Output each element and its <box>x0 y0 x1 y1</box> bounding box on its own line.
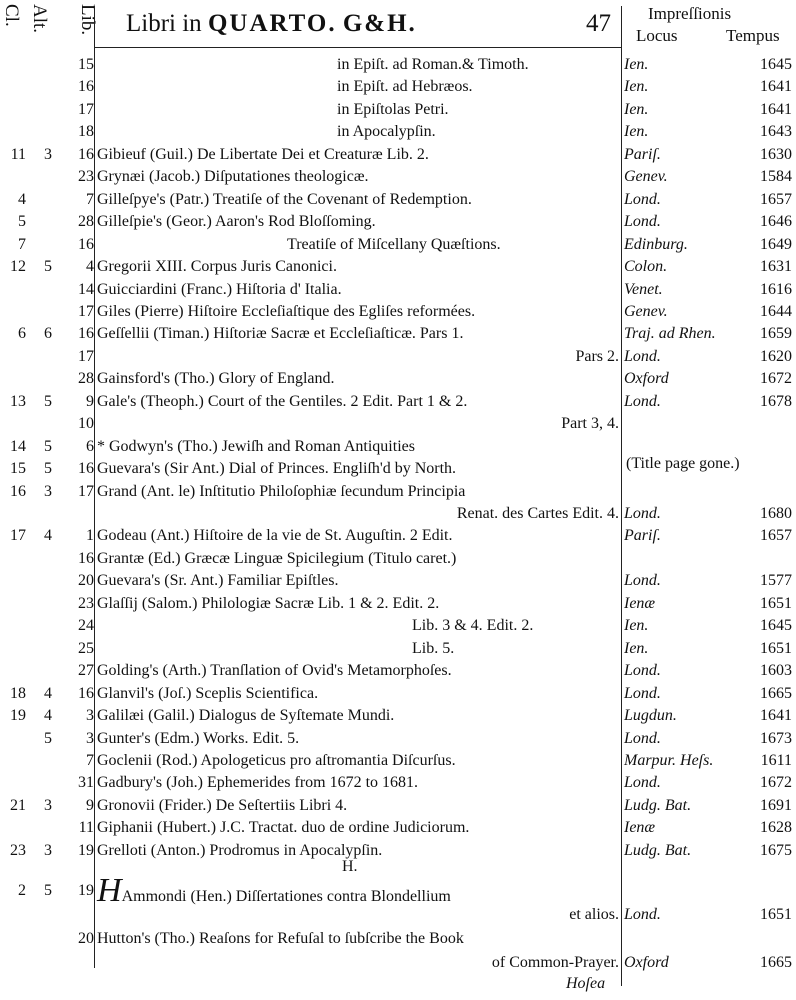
entry-title: Guicciardini (Franc.) Hiſtoria d' Italia. <box>97 280 342 298</box>
entry-place: Lugdun. <box>624 707 677 725</box>
list-item <box>0 683 796 705</box>
entry-lib: 1 <box>86 527 94 545</box>
entry-year: 1628 <box>760 819 792 837</box>
entry-place: Ien. <box>624 56 649 73</box>
entry-title: Gale's (Theoph.) Court of the Gentiles. 2 Edit. Part 1 & 2. <box>97 392 468 410</box>
entry-place: Ien. <box>624 123 649 141</box>
locus-header: Locus <box>636 26 678 45</box>
entry-alt: 5 <box>44 258 52 276</box>
entry-year: 1678 <box>760 392 792 410</box>
entry-cl: 13 <box>10 392 26 410</box>
entry-place: Marpur. Heſs. <box>624 751 714 769</box>
entry-title: Gilleſpye's (Patr.) Treatiſe of the Covenant of Redemption. <box>97 190 472 208</box>
entry-cl: 5 <box>18 213 26 231</box>
entry-place: Lond. <box>624 572 661 590</box>
hutton-cont-place: Oxford <box>624 954 669 971</box>
list-item <box>0 638 796 660</box>
entry-year: 1620 <box>760 347 792 365</box>
entry-lib: 16 <box>78 460 94 478</box>
hutton-cont-year: 1665 <box>760 954 792 971</box>
entry-cl: 7 <box>18 235 26 253</box>
entry-alt: 3 <box>44 796 52 814</box>
hosea-catchword: Hoſea <box>566 975 606 992</box>
header-rule <box>94 47 622 48</box>
entry-year: 1665 <box>760 684 792 702</box>
entry-cl: 15 <box>10 460 26 478</box>
entry-place: Edinburg. <box>624 235 688 253</box>
entry-alt: 4 <box>44 707 52 725</box>
entry-cl: 21 <box>10 796 26 814</box>
impressionis-header: Impreſſionis <box>648 4 732 23</box>
entry-place: Lond. <box>624 392 661 410</box>
entry-year: 1645 <box>760 56 792 73</box>
entry-lib: 16 <box>78 145 94 163</box>
entry-title: Lib. 3 & 4. Edit. 2. <box>412 617 534 635</box>
entry-lib: 15 <box>78 56 94 73</box>
entry-lib: 14 <box>78 280 94 298</box>
entry-lib: 17 <box>78 482 94 500</box>
list-item <box>0 279 796 301</box>
list-item <box>0 166 796 188</box>
entry-place: Ludg. Bat. <box>624 796 692 814</box>
entry-year: 1680 <box>760 505 792 522</box>
entry-place: Pariſ. <box>624 145 661 163</box>
entry-title: Geſſellii (Timan.) Hiſtoriæ Sacræ et Eccleſiaſticæ. Pars 1. <box>97 325 464 343</box>
page-title <box>126 10 417 38</box>
hutton-lib: 20 <box>78 930 94 947</box>
entry-lib: 28 <box>78 370 94 388</box>
entry-lib: 17 <box>78 302 94 320</box>
entry-place: Ienæ <box>624 819 656 837</box>
entry-title: in Epiſtolas Petri. <box>337 100 449 118</box>
entry-year: 1657 <box>760 527 792 545</box>
entry-title: in Apocalypſin. <box>337 123 436 141</box>
entry-alt: 4 <box>44 684 52 702</box>
entry-lib: 9 <box>86 392 94 410</box>
hammondi-text: Ammondi (Hen.) Diſſertationes contra Blondellium <box>121 888 451 905</box>
entry-place: Ien. <box>624 639 649 657</box>
list-item <box>0 54 796 76</box>
entry-year: 1672 <box>760 774 792 792</box>
list-item <box>0 323 796 345</box>
list-item <box>0 772 796 794</box>
entry-cl: 6 <box>18 325 26 343</box>
entry-title: Renat. des Cartes Edit. 4. <box>456 505 619 522</box>
entry-title: Grelloti (Anton.) Prodromus in Apocalypſin. <box>97 841 383 859</box>
entry-title: Gadbury's (Joh.) Ephemerides from 1672 to 1681. <box>97 774 419 792</box>
hammondi-row <box>0 872 796 909</box>
entry-cl: 14 <box>10 437 26 455</box>
list-item <box>0 234 796 256</box>
tempus-header: Tempus <box>726 26 780 45</box>
entry-place: Ien. <box>624 78 649 96</box>
entry-lib: 3 <box>86 707 94 725</box>
entry-place: Oxford <box>624 370 669 388</box>
entry-cl: 4 <box>18 190 26 208</box>
entry-year: 1603 <box>760 662 792 680</box>
entry-alt: 5 <box>44 460 52 478</box>
entry-alt: 3 <box>44 841 52 859</box>
list-item <box>0 368 796 390</box>
entry-lib: 20 <box>78 572 94 590</box>
col-header-alt: Alt. <box>29 4 50 34</box>
entry-alt: 4 <box>44 527 52 545</box>
entry-title: Gibieuf (Guil.) De Libertate Dei et Creaturæ Lib. 2. <box>97 145 429 163</box>
entry-title: Part 3, 4. <box>561 415 619 433</box>
entry-title: * Godwyn's (Tho.) Jewiſh and Roman Antiquities <box>97 437 415 455</box>
list-item <box>0 211 796 233</box>
entry-title: Glanvil's (Joſ.) Sceplis Scientifica. <box>97 684 319 702</box>
list-item <box>0 301 796 323</box>
entry-title: Giles (Pierre) Hiſtoire Eccleſiaſtique des Egliſes reformées. <box>97 302 476 320</box>
entry-title: Grynæi (Jacob.) Diſputationes theologicæ. <box>97 168 369 186</box>
entry-lib: 11 <box>78 819 94 837</box>
entry-place: Lond. <box>624 684 661 702</box>
entry-year: 1651 <box>760 639 792 657</box>
entry-lib: 17 <box>78 100 94 118</box>
entry-lib: 6 <box>86 437 94 455</box>
entry-lib: 24 <box>78 617 94 635</box>
entry-place: Genev. <box>624 168 668 186</box>
col-header-cl: Cl. <box>1 4 22 27</box>
entry-place: Genev. <box>624 302 668 320</box>
title-prefix: Libri in <box>126 10 202 37</box>
list-item <box>0 750 796 772</box>
list-item <box>0 525 796 547</box>
entry-lib: 19 <box>78 841 94 859</box>
entry-title: Giphanii (Hubert.) J.C. Tractat. duo de ordine Judiciorum. <box>97 819 470 837</box>
entry-alt: 3 <box>44 482 52 500</box>
title-main: QUARTO. <box>207 10 337 37</box>
entry-place: Lond. <box>624 190 661 208</box>
page-number: 47 <box>586 10 611 37</box>
entry-title: Gregorii XIII. Corpus Juris Canonici. <box>97 258 337 276</box>
entry-lib: 23 <box>78 594 94 612</box>
hammondi-initial: H <box>97 872 122 909</box>
list-item <box>0 189 796 211</box>
entry-year: 1646 <box>760 213 792 231</box>
entry-title: Glaſſij (Salom.) Philologiæ Sacræ Lib. 1 & 2. Edit. 2. <box>97 594 440 612</box>
entry-title: Guevara's (Sir Ant.) Dial of Princes. Engliſh'd by North. <box>97 460 457 478</box>
entry-title: Lib. 5. <box>412 639 455 657</box>
hammondi-cl: 2 <box>18 882 26 899</box>
entry-lib: 16 <box>78 325 94 343</box>
entry-lib: 16 <box>78 549 94 567</box>
entry-place: Ien. <box>624 617 649 635</box>
title-gone-note: (Title page gone.) <box>626 455 740 472</box>
entry-lib: 17 <box>78 347 94 365</box>
entry-cl: 16 <box>10 482 26 500</box>
entry-title: Grantæ (Ed.) Græcæ Linguæ Spicilegium (Titulo caret.) <box>97 549 457 567</box>
entry-title: Grand (Ant. le) Inſtitutio Philoſophiæ ſecundum Principia <box>97 482 466 500</box>
entry-cl: 23 <box>10 841 26 859</box>
hammondi-alt: 5 <box>44 882 52 899</box>
entry-place: Ienæ <box>624 594 656 612</box>
entry-title: Gainsford's (Tho.) Glory of England. <box>97 370 335 388</box>
hosea-row <box>0 973 796 995</box>
hammondi-cont-title: et alios. <box>569 906 619 923</box>
list-item <box>0 593 796 615</box>
entry-year: 1657 <box>760 190 792 208</box>
entry-title: Galilæi (Galil.) Dialogus de Syſtemate Mundi. <box>97 707 395 725</box>
list-item <box>0 391 796 413</box>
entry-year: 1641 <box>760 78 792 96</box>
entry-title: in Epiſt. ad Hebræos. <box>337 78 473 96</box>
entry-year: 1691 <box>760 796 792 814</box>
list-item <box>0 346 796 368</box>
title-gone-note-row <box>0 453 796 475</box>
entry-title: Gronovii (Frider.) De Seſtertiis Libri 4. <box>97 796 348 814</box>
entry-title: Guevara's (Sr. Ant.) Familiar Epiſtles. <box>97 572 339 590</box>
list-item <box>0 660 796 682</box>
entry-lib: 4 <box>86 258 94 276</box>
list-item <box>0 817 796 839</box>
list-item <box>0 795 796 817</box>
entry-title: Goclenii (Rod.) Apologeticus pro aſtromantia Diſcurſus. <box>97 751 456 769</box>
entry-year: 1641 <box>760 707 792 725</box>
entry-alt: 5 <box>44 437 52 455</box>
entry-year: 1645 <box>760 617 792 635</box>
hammondi-lib: 19 <box>78 882 94 899</box>
entry-year: 1584 <box>760 168 792 186</box>
list-item <box>0 121 796 143</box>
entry-cl: 12 <box>10 258 26 276</box>
list-item <box>0 615 796 637</box>
entry-alt: 5 <box>44 729 52 747</box>
entry-cl: 19 <box>10 707 26 725</box>
entry-cl: 18 <box>10 684 26 702</box>
entry-lib: 16 <box>78 684 94 702</box>
entry-lib: 10 <box>78 415 94 433</box>
entry-place: Ien. <box>624 100 649 118</box>
entry-place: Traj. ad Rhen. <box>624 325 716 343</box>
entry-lib: 16 <box>78 78 94 96</box>
list-item <box>0 728 796 750</box>
entry-year: 1631 <box>760 258 792 276</box>
hutton-cont-title: of Common-Prayer. <box>491 954 619 971</box>
entry-lib: 27 <box>78 662 94 680</box>
entry-year: 1651 <box>760 594 792 612</box>
hammondi-cont-year: 1651 <box>760 906 792 923</box>
entry-title: Gilleſpie's (Geor.) Aaron's Rod Bloſſoming. <box>97 213 376 231</box>
entry-year: 1649 <box>760 235 792 253</box>
entry-cl: 11 <box>10 145 26 163</box>
entry-lib: 28 <box>78 213 94 231</box>
list-item <box>0 413 796 435</box>
entry-title: Godeau (Ant.) Hiſtoire de la vie de St. Auguſtin. 2 Edit. <box>97 527 453 545</box>
entry-year: 1672 <box>760 370 792 388</box>
entry-title: in Epiſt. ad Roman.& Timoth. <box>337 56 529 73</box>
list-item <box>0 144 796 166</box>
entry-year: 1644 <box>760 302 792 320</box>
list-item <box>0 76 796 98</box>
list-item <box>0 99 796 121</box>
section-h-heading: H. <box>342 858 358 875</box>
entry-title: Golding's (Arth.) Tranſlation of Ovid's Metamorphoſes. <box>97 662 452 680</box>
entry-year: 1616 <box>760 280 792 298</box>
hammondi-cont-place: Lond. <box>624 906 661 923</box>
entry-place: Venet. <box>624 280 663 298</box>
entry-place: Lond. <box>624 729 661 747</box>
list-item <box>0 256 796 278</box>
list-item <box>0 570 796 592</box>
entry-lib: 3 <box>86 729 94 747</box>
entry-place: Lond. <box>624 774 661 792</box>
list-item <box>0 481 796 503</box>
entry-year: 1675 <box>760 841 792 859</box>
hammondi-cont-row <box>0 904 796 926</box>
entry-year: 1643 <box>760 123 792 141</box>
entry-year: 1630 <box>760 145 792 163</box>
entry-lib: 16 <box>78 235 94 253</box>
entry-lib: 23 <box>78 168 94 186</box>
entry-place: Lond. <box>624 213 661 231</box>
entry-lib: 25 <box>78 639 94 657</box>
entry-title: Treatiſe of Miſcellany Quæſtions. <box>287 235 501 253</box>
entry-alt: 5 <box>44 392 52 410</box>
entry-lib: 7 <box>86 190 94 208</box>
entry-place: Lond. <box>624 347 661 365</box>
hutton-row <box>0 928 796 950</box>
title-letters: G&H. <box>342 10 417 37</box>
entry-place: Colon. <box>624 258 668 276</box>
entry-alt: 6 <box>44 325 52 343</box>
entry-year: 1577 <box>760 572 792 590</box>
entry-cl: 17 <box>10 527 26 545</box>
entry-alt: 3 <box>44 145 52 163</box>
list-item <box>0 705 796 727</box>
entry-year: 1611 <box>760 751 792 769</box>
entry-lib: 31 <box>78 774 94 792</box>
entry-title: Pars 2. <box>575 347 619 365</box>
entry-place: Pariſ. <box>624 527 661 545</box>
col-header-lib: Lib. <box>77 4 98 36</box>
list-item <box>0 503 796 525</box>
entry-place: Lond. <box>624 662 661 680</box>
entry-place: Lond. <box>624 505 661 522</box>
entry-year: 1673 <box>760 729 792 747</box>
entry-year: 1641 <box>760 100 792 118</box>
hutton-title: Hutton's (Tho.) Reaſons for Refuſal to ſubſcribe the Book <box>97 930 464 947</box>
entry-title: Gunter's (Edm.) Works. Edit. 5. <box>97 729 300 747</box>
entry-place: Ludg. Bat. <box>624 841 692 859</box>
entry-lib: 7 <box>86 751 94 769</box>
entry-lib: 18 <box>78 123 94 141</box>
entry-lib: 9 <box>86 796 94 814</box>
hutton-cont-row <box>0 952 796 974</box>
list-item <box>0 548 796 570</box>
entry-year: 1659 <box>760 325 792 343</box>
